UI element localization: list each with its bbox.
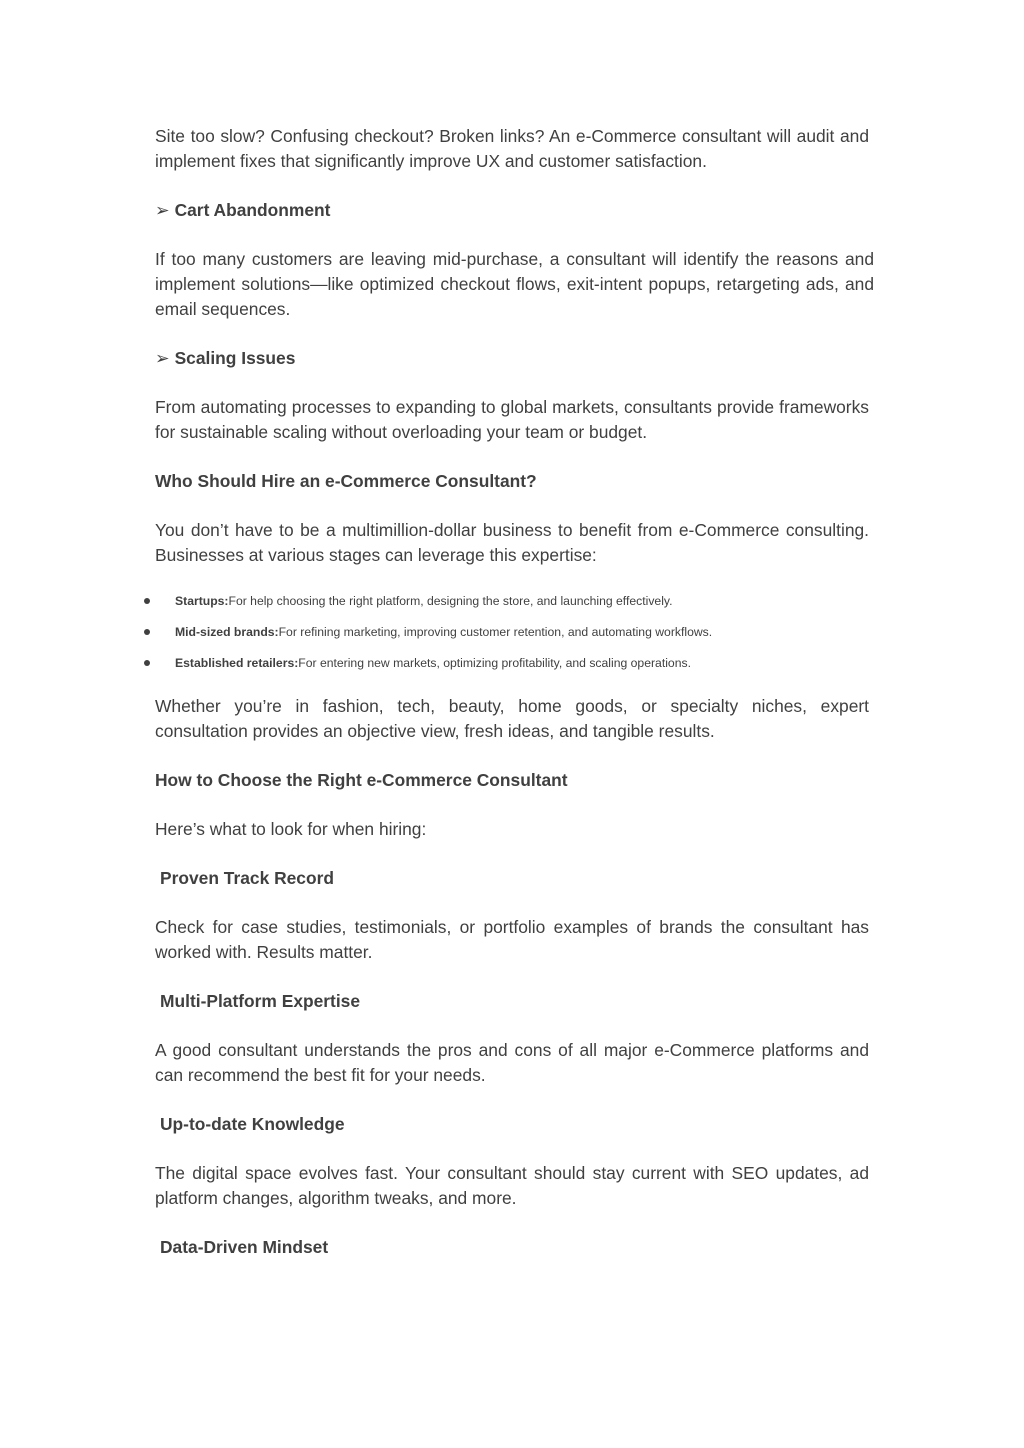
list-item-term: Established retailers: — [175, 656, 299, 670]
intro-paragraph: Site too slow? Confusing checkout? Broken links? An e-Commerce consultant will audit and implement fixes that significantly improve UX and customer satisfaction. — [155, 126, 869, 171]
list-item-text: For entering new markets, optimizing profitability, and scaling operations. — [298, 656, 691, 670]
list-item — [144, 654, 869, 673]
list-item-text: For refining marketing, improving customer retention, and automating workflows. — [278, 625, 713, 639]
how-to-choose-intro: Here’s what to look for when hiring: — [155, 819, 427, 839]
cart-abandonment-title: Cart Abandonment — [174, 200, 331, 220]
bullet-dot-icon — [144, 660, 150, 666]
up-to-date-knowledge-paragraph: The digital space evolves fast. Your consultant should stay current with SEO updates, ad platform changes, algorithm tweaks, and more. — [155, 1163, 869, 1208]
list-item — [144, 623, 869, 642]
list-item-term: Mid-sized brands: — [175, 625, 279, 639]
multi-platform-expertise-paragraph: A good consultant understands the pros and cons of all major e-Commerce platforms and can recommend the best fit for your needs. — [155, 1040, 869, 1085]
who-should-hire-closing: Whether you’re in fashion, tech, beauty, home goods, or specialty niches, expert consultation provides an objective view, fresh ideas, and tangible results. — [155, 696, 869, 741]
cart-abandonment-paragraph: If too many customers are leaving mid-purchase, a consultant will identify the reasons and implement solutions—like optimized checkout flows, exit-intent popups, retargeting ads, and email sequences. — [155, 249, 874, 319]
how-to-choose-heading: How to Choose the Right e-Commerce Consultant — [155, 770, 568, 790]
document-page — [155, 124, 874, 1284]
arrow-bullet-icon: ➢ — [155, 348, 170, 368]
bullet-dot-icon — [144, 629, 150, 635]
list-item — [144, 592, 869, 611]
list-item-text: For help choosing the right platform, designing the store, and launching effectively. — [228, 594, 673, 608]
who-should-hire-paragraph: You don’t have to be a multimillion-dollar business to benefit from e-Commerce consulting. Businesses at various stages can leverage this expertise: — [155, 520, 869, 565]
scaling-issues-title: Scaling Issues — [174, 348, 296, 368]
list-item-term: Startups: — [175, 594, 229, 608]
cart-abandonment-heading — [155, 198, 869, 223]
proven-track-record-heading: Proven Track Record — [160, 868, 334, 888]
proven-track-record-paragraph: Check for case studies, testimonials, or portfolio examples of brands the consultant has worked with. Results matter. — [155, 917, 869, 962]
arrow-bullet-icon: ➢ — [155, 200, 170, 220]
bullet-dot-icon — [144, 598, 150, 604]
multi-platform-expertise-heading: Multi-Platform Expertise — [160, 991, 361, 1011]
business-stage-list — [144, 592, 869, 673]
up-to-date-knowledge-heading: Up-to-date Knowledge — [160, 1114, 345, 1134]
scaling-issues-paragraph: From automating processes to expanding to global markets, consultants provide frameworks for sustainable scaling without overloading your team or budget. — [155, 397, 869, 442]
scaling-issues-heading — [155, 346, 869, 371]
who-should-hire-heading: Who Should Hire an e-Commerce Consultant? — [155, 471, 537, 491]
data-driven-mindset-heading: Data-Driven Mindset — [160, 1237, 329, 1257]
